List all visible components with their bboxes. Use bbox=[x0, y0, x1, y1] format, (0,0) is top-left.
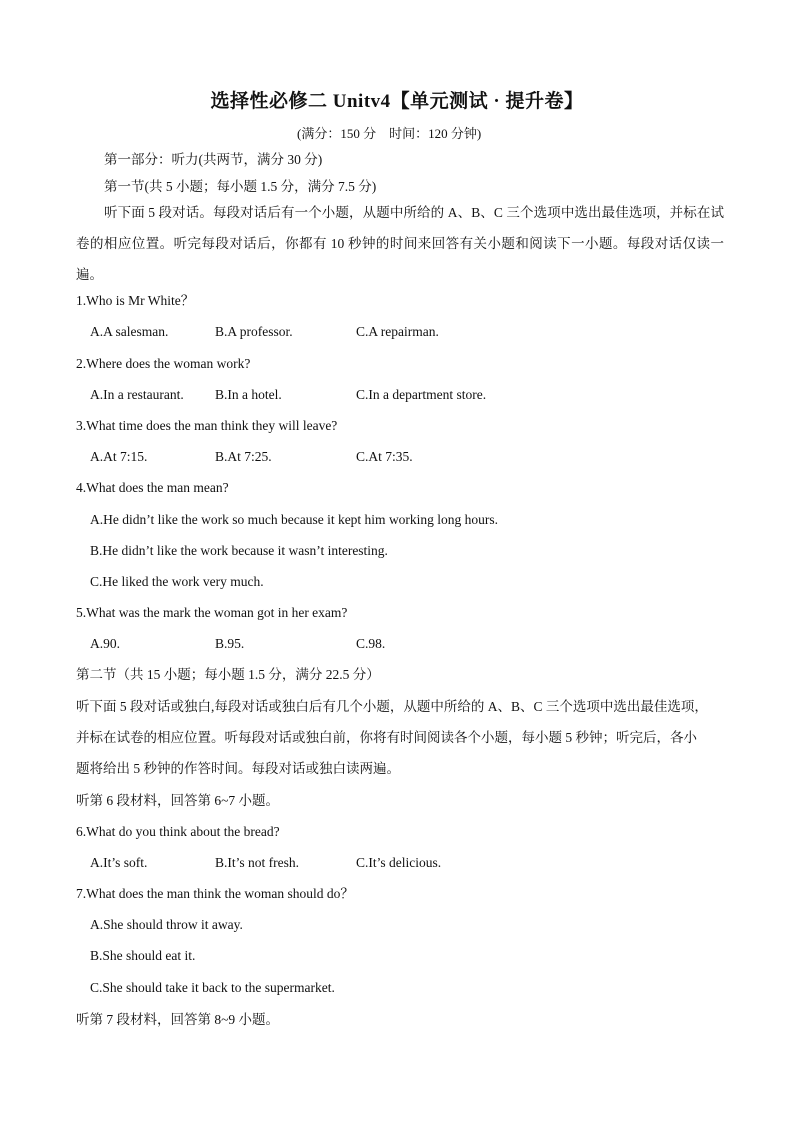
q3-option-b: B.At 7:25. bbox=[215, 449, 272, 464]
section1-heading: 第一节(共 5 小题；每小题 1.5 分，满分 7.5 分) bbox=[104, 179, 377, 194]
q4-option-a: A.He didn’t like the work so much because it kept him working long hours. bbox=[90, 512, 499, 527]
q3-option-c: C.At 7:35. bbox=[356, 449, 413, 464]
question-2: 2.Where does the woman work? bbox=[76, 356, 251, 371]
material-6-heading: 听第 6 段材料，回答第 6~7 小题。 bbox=[76, 793, 280, 808]
question-3: 3.What time does the man think they will leave? bbox=[76, 418, 338, 433]
question-5: 5.What was the mark the woman got in her exam? bbox=[76, 605, 348, 620]
q1-option-b: B.A professor. bbox=[215, 324, 293, 339]
q4-option-c: C.He liked the work very much. bbox=[90, 574, 264, 589]
q3-option-a: A.At 7:15. bbox=[90, 449, 148, 464]
page-title: 选择性必修二 Unitv4【单元测试 · 提升卷】 bbox=[210, 91, 584, 112]
q5-option-b: B.95. bbox=[215, 636, 245, 651]
q6-option-b: B.It’s not fresh. bbox=[215, 855, 299, 870]
q5-option-c: C.98. bbox=[356, 636, 386, 651]
question-1: 1.Who is Mr White？ bbox=[76, 293, 195, 308]
section2-instructions-line2: 并标在试卷的相应位置。听每段对话或独白前，你将有时间阅读各个小题，每小题 5 秒钟；听完后，各小 bbox=[76, 730, 697, 745]
q2-option-b: B.In a hotel. bbox=[215, 387, 282, 402]
q2-option-a: A.In a restaurant. bbox=[90, 387, 184, 402]
q6-option-c: C.It’s delicious. bbox=[356, 855, 442, 870]
question-4: 4.What does the man mean? bbox=[76, 480, 229, 495]
q6-option-a: A.It’s soft. bbox=[90, 855, 148, 870]
q1-option-c: C.A repairman. bbox=[356, 324, 439, 339]
section2-instructions-line3: 题将给出 5 秒钟的作答时间。每段对话或独白读两遍。 bbox=[76, 761, 400, 776]
q7-option-b: B.She should eat it. bbox=[90, 948, 196, 963]
question-6: 6.What do you think about the bread? bbox=[76, 824, 280, 839]
part1-heading: 第一部分：听力(共两节，满分 30 分) bbox=[104, 152, 323, 167]
q5-option-a: A.90. bbox=[90, 636, 120, 651]
q1-option-a: A.A salesman. bbox=[90, 324, 169, 339]
q7-option-a: A.She should throw it away. bbox=[90, 917, 243, 932]
q4-option-b: B.He didn’t like the work because it wasn’t interesting. bbox=[90, 543, 388, 558]
question-7: 7.What does the man think the woman should do？ bbox=[76, 886, 354, 901]
score-info: (满分：150 分 时间：120 分钟) bbox=[297, 126, 482, 141]
section2-instructions-line1: 听下面 5 段对话或独白,每段对话或独白后有几个小题，从题中所给的 A、B、C 三个选项中选出最佳选项， bbox=[76, 699, 708, 714]
section2-heading: 第二节（共 15 小题；每小题 1.5 分，满分 22.5 分） bbox=[76, 667, 380, 682]
q7-option-c: C.She should take it back to the supermarket. bbox=[90, 980, 335, 995]
section1-instructions: 听下面 5 段对话。每段对话后有一个小题，从题中所给的 A、B、C 三个选项中选出最佳选项，并标在试卷的相应位置。听完每段对话后，你都有 10 秒钟的时间来回答有关小题和阅读下一小题。每段对话仅读一遍。 bbox=[76, 205, 724, 282]
q2-option-c: C.In a department store. bbox=[356, 387, 487, 402]
material-7-heading: 听第 7 段材料，回答第 8~9 小题。 bbox=[76, 1012, 280, 1027]
